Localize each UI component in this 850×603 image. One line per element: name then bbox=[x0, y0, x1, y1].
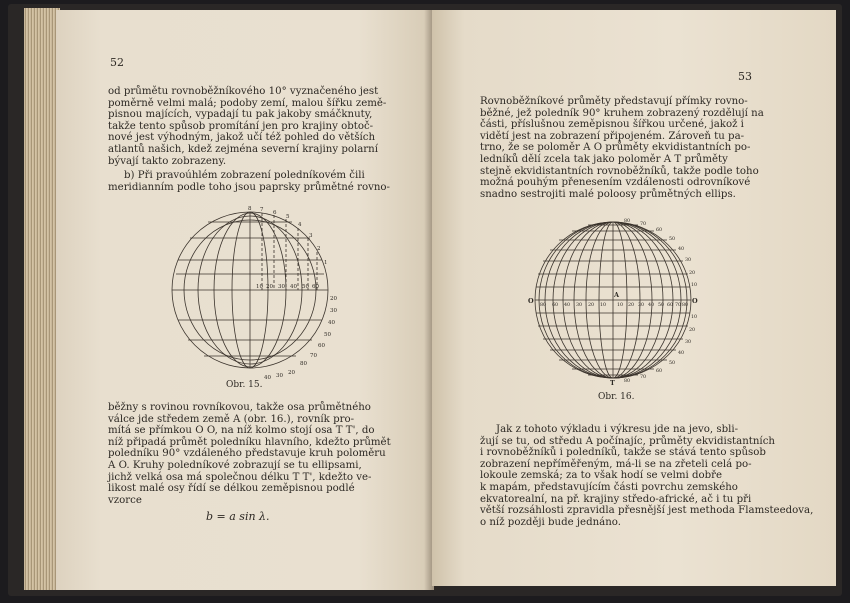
text-line: větší rozsáhlosti zpravidla přesnější jest methoda Flamsteedova, bbox=[480, 505, 814, 517]
fig16-center-label: A bbox=[614, 291, 620, 299]
figure-16-caption: Obr. 16. bbox=[598, 392, 635, 402]
fig15-top-label: 8 bbox=[248, 206, 252, 212]
text-line: o níž později bude jednáno. bbox=[480, 516, 621, 528]
fig16-equator-label: 40 bbox=[564, 303, 571, 308]
text-line: meridianním podle toho jsou paprsky průmětné rovno- bbox=[108, 181, 390, 193]
fig16-equator-label: 20 bbox=[588, 303, 595, 308]
text-line: Rovnoběžníkové průměty představují přímky rovno- bbox=[480, 96, 748, 107]
text-line: snadno sestrojiti malé poloosy průmětných ellips. bbox=[480, 188, 736, 200]
figure-16-equatorial-projection bbox=[528, 214, 698, 386]
left-paragraph-3 bbox=[108, 402, 430, 506]
text-line: žují se tu, od středu A počínajíc, průměty ekvidistantních bbox=[480, 435, 775, 447]
fig15-inner-label: 40 bbox=[290, 284, 297, 290]
fig16-equator-label: 30 bbox=[638, 303, 645, 308]
fig15-top-label: 7 bbox=[260, 207, 264, 213]
text-line: poměrně velmi malá; podoby zemí, malou šířku země- bbox=[108, 97, 387, 109]
text-line: ledníků dělí zcela tak jako poloměr A T průměty bbox=[480, 153, 728, 165]
fig15-inner-label: 50 bbox=[302, 284, 309, 290]
fig15-bottom-label: 30 bbox=[276, 373, 283, 379]
fig15-right-label: 50 bbox=[324, 332, 331, 338]
text-line: likost malé osy řídí se délkou zeměpisnou podlé bbox=[108, 483, 355, 495]
text-line: nové jest výhodným, jakož učí též pohled do větších bbox=[108, 132, 376, 144]
page-number-right: 53 bbox=[738, 70, 752, 83]
fig15-top-label: 1 bbox=[324, 260, 328, 266]
figure-15-caption: Obr. 15. bbox=[226, 380, 263, 390]
fig16-rim-label: 40 bbox=[678, 351, 685, 356]
fig16-rim-label: 80 bbox=[624, 219, 631, 224]
fig16-rim-label: 30 bbox=[685, 258, 692, 263]
fig16-equator-label: 40 bbox=[648, 303, 655, 308]
right-paragraph-2 bbox=[480, 424, 814, 528]
text-line: lokoule zemská; za to však hodí se velmi dobře bbox=[480, 470, 723, 482]
fig16-rim-label: 50 bbox=[669, 361, 676, 366]
right-paragraph-1 bbox=[480, 96, 798, 200]
figure-15-meridian-projection bbox=[152, 204, 352, 380]
fig16-rim-label: 50 bbox=[669, 237, 676, 242]
fig16-rim-label: 70 bbox=[640, 375, 647, 380]
fig15-bottom-label: 40 bbox=[264, 375, 271, 380]
text-line: pisnou majících, vypadají tu pak jakoby smáčknuty, bbox=[108, 109, 373, 121]
fig15-top-label: 3 bbox=[309, 233, 313, 239]
fig16-equator-label: 20 bbox=[628, 303, 635, 308]
text-line: i rovnoběžníků i poledníků, takže se stává tento spůsob bbox=[480, 447, 766, 459]
fig16-equator-label: 60 bbox=[667, 303, 674, 308]
text-line: ekvatorealní, na př. krajiny středo-africké, ač i tu při bbox=[480, 493, 752, 505]
text-line: níž připadá průmět poledníku hlavního, kdežto průmět bbox=[108, 436, 391, 448]
fig16-rim-label: 20 bbox=[689, 328, 696, 333]
left-paragraph-1 bbox=[108, 86, 430, 167]
fig16-rim-label: 30 bbox=[685, 340, 692, 345]
text-line: od průmětu rovnoběžníkového 10° vyznačeného jest bbox=[108, 86, 379, 97]
text-line: bývají takto zobrazeny. bbox=[108, 155, 227, 167]
text-line: běžné, jež poledník 90° kruhem zobrazený rozdělují na bbox=[480, 107, 764, 119]
text-line: válce jde středem země A (obr. 16.), rovník pro- bbox=[108, 413, 355, 425]
fig15-right-label: 80 bbox=[300, 361, 307, 367]
fig15-right-label: 60 bbox=[318, 343, 325, 349]
fig15-inner-label: 10 bbox=[256, 284, 263, 290]
fig16-rim-label: 10 bbox=[691, 283, 698, 288]
text-line: stejně ekvidistantních rovnoběžníků, takže podle toho bbox=[480, 165, 759, 177]
fig16-equator-label: 80 bbox=[682, 303, 689, 308]
text-line: mítá se přímkou O O, na níž kolmo stojí osa T T', do bbox=[108, 425, 375, 437]
fig16-right-label: O bbox=[692, 297, 698, 305]
fig16-rim-label: 20 bbox=[689, 271, 696, 276]
fig16-equator-label: 80 bbox=[540, 303, 547, 308]
page-number-left: 52 bbox=[110, 56, 124, 69]
text-line: poledníku 90° vzdáleného představuje kruh poloměru bbox=[108, 448, 386, 460]
text-line: A O. Kruhy poledníkové zobrazují se tu ellipsami, bbox=[108, 459, 362, 471]
fig15-inner-label: 60 bbox=[312, 284, 319, 290]
right-page bbox=[432, 10, 836, 586]
fig15-right-label: 30 bbox=[330, 308, 337, 314]
fig16-rim-label: 80 bbox=[624, 379, 631, 384]
left-paragraph-2 bbox=[108, 170, 430, 193]
fig15-top-label: 4 bbox=[298, 222, 302, 228]
fig15-right-label: 40 bbox=[328, 320, 335, 326]
fig15-inner-label: 30 bbox=[278, 284, 285, 290]
fig16-rim-label: 40 bbox=[678, 247, 685, 252]
fig15-right-label: 70 bbox=[310, 353, 317, 359]
fig16-equator-label: 30 bbox=[576, 303, 583, 308]
text-line: trno, že se poloměr A O průměty ekvidistantních po- bbox=[480, 142, 751, 154]
fig15-right-label: 20 bbox=[330, 296, 337, 302]
fig16-bottom-label: T bbox=[610, 379, 615, 386]
text-line: běžny s rovinou rovníkovou, takže osa průmětného bbox=[108, 402, 371, 413]
fig16-equator-label: 50 bbox=[658, 303, 665, 308]
fig16-rim-label: 10 bbox=[691, 315, 698, 320]
fig16-rim-label: 60 bbox=[656, 228, 663, 233]
text-line: vidětí jest na zobrazení připojeném. Zároveň tu pa- bbox=[480, 130, 745, 142]
text-line: zobrazení nepříměřeným, má-li se na zřeteli celá po- bbox=[480, 458, 752, 470]
page-edges bbox=[24, 8, 60, 590]
fig15-top-label: 2 bbox=[317, 246, 321, 252]
left-page bbox=[56, 10, 434, 590]
text-line: atlantů našich, kdež zejména severní krajiny polarní bbox=[108, 143, 378, 155]
fig15-inner-label: 20 bbox=[266, 284, 273, 290]
text-line: jichž velká osa má společnou délku T T', kdežto ve- bbox=[108, 471, 372, 483]
fig16-equator-label: 60 bbox=[552, 303, 559, 308]
text-line: takže tento spůsob promítání jen pro krajiny obtoč- bbox=[108, 120, 374, 132]
fig16-rim-label: 70 bbox=[640, 222, 647, 227]
text-line: možná pouhým přenesením vzdálenosti odrovníkové bbox=[480, 177, 751, 189]
fig15-top-label: 6 bbox=[273, 210, 277, 216]
formula: b = a sin λ. bbox=[206, 510, 270, 523]
fig16-equator-label: 10 bbox=[600, 303, 607, 308]
text-line: vzorce bbox=[108, 494, 142, 506]
text-line: Jak z tohoto výkladu i výkresu jde na jevo, sbli- bbox=[496, 424, 739, 435]
fig16-left-label: O bbox=[528, 297, 534, 305]
fig16-rim-label: 60 bbox=[656, 369, 663, 374]
fig16-equator-label: 10 bbox=[617, 303, 624, 308]
text-line: k mapám, představujícím části povrchu zemského bbox=[480, 481, 738, 493]
text-line: b) Při pravoúhlém zobrazení poledníkovém čili bbox=[124, 170, 365, 181]
text-line: části, příslušnou zeměpisnou šířkou určené, jakož i bbox=[480, 119, 744, 131]
fig15-top-label: 5 bbox=[286, 214, 290, 220]
fig16-equator-label: 70 bbox=[675, 303, 682, 308]
fig15-bottom-label: 20 bbox=[288, 370, 295, 376]
